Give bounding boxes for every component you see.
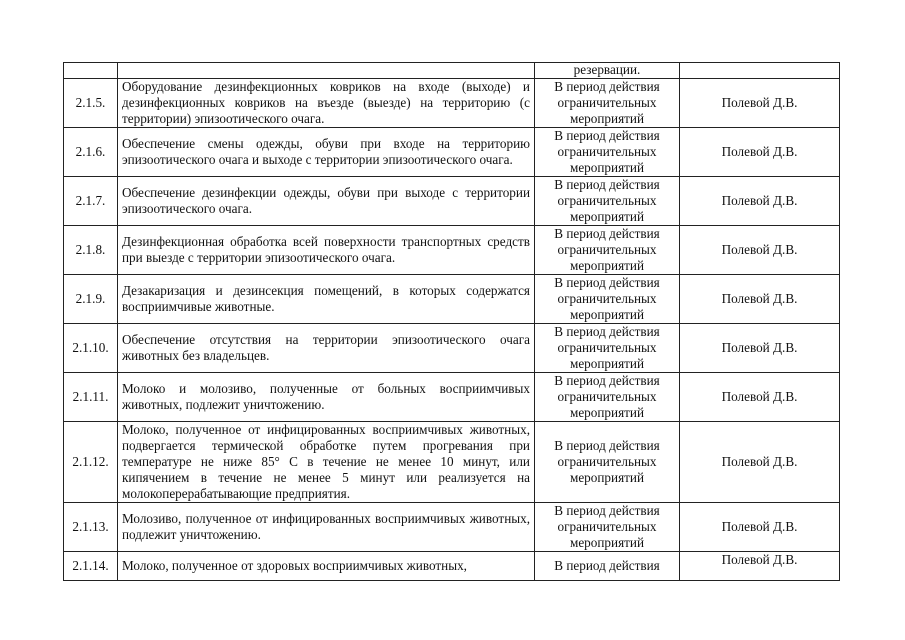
cell-period: В период действия bbox=[535, 552, 680, 581]
table-row bbox=[64, 63, 840, 79]
cell-responsible: Полевой Д.В. bbox=[680, 503, 840, 552]
cell-responsible: Полевой Д.В. bbox=[680, 177, 840, 226]
table-row bbox=[64, 422, 840, 503]
cell-responsible: Полевой Д.В. bbox=[680, 422, 840, 503]
cell-num: 2.1.10. bbox=[64, 324, 118, 373]
cell-period: В период действия ограничительных мероприятий bbox=[535, 226, 680, 275]
cell-period: В период действия ограничительных мероприятий bbox=[535, 177, 680, 226]
cell-responsible: Полевой Д.В. bbox=[680, 128, 840, 177]
cell-num: 2.1.6. bbox=[64, 128, 118, 177]
cell-responsible bbox=[680, 63, 840, 79]
cell-num: 2.1.9. bbox=[64, 275, 118, 324]
cell-task: Оборудование дезинфекционных ковриков на входе (выходе) и дезинфекционных ковриков на въезде (выезде) на территорию (с территории) эпизоотического очага. bbox=[118, 79, 535, 128]
cell-task bbox=[118, 63, 535, 79]
cell-responsible: Полевой Д.В. bbox=[680, 226, 840, 275]
cell-num: 2.1.8. bbox=[64, 226, 118, 275]
cell-num: 2.1.5. bbox=[64, 79, 118, 128]
cell-responsible: Полевой Д.В. bbox=[680, 324, 840, 373]
cell-num: 2.1.11. bbox=[64, 373, 118, 422]
cell-period: В период действия ограничительных мероприятий bbox=[535, 275, 680, 324]
cell-period: В период действия ограничительных мероприятий bbox=[535, 79, 680, 128]
cell-period: В период действия ограничительных мероприятий bbox=[535, 324, 680, 373]
cell-period: В период действия ограничительных мероприятий bbox=[535, 373, 680, 422]
cell-task: Молоко, полученное от инфицированных восприимчивых животных, подвергается термической обработке путем прогревания при температуре не ниже 85° С в течение не менее 10 минут, или кипячением в течение не менее 5 минут или реализуется на молокоперерабатывающие предприятия. bbox=[118, 422, 535, 503]
cell-period: В период действия ограничительных мероприятий bbox=[535, 503, 680, 552]
cell-task: Дезакаризация и дезинсекция помещений, в которых содержатся восприимчивые животные. bbox=[118, 275, 535, 324]
cell-task: Молоко и молозиво, полученные от больных восприимчивых животных, подлежит уничтожению. bbox=[118, 373, 535, 422]
cell-period: резервации. bbox=[535, 63, 680, 79]
cell-num: 2.1.13. bbox=[64, 503, 118, 552]
cell-task: Молоко, полученное от здоровых восприимчивых животных, bbox=[118, 552, 535, 581]
table-row bbox=[64, 373, 840, 422]
cell-responsible: Полевой Д.В. bbox=[680, 275, 840, 324]
cell-task: Обеспечение смены одежды, обуви при входе на территорию эпизоотического очага и выходе с территории эпизоотического очага. bbox=[118, 128, 535, 177]
table-row bbox=[64, 552, 840, 581]
cell-responsible: Полевой Д.В. bbox=[680, 79, 840, 128]
table-row bbox=[64, 503, 840, 552]
cell-responsible: Полевой Д.В. bbox=[680, 552, 840, 581]
cell-num bbox=[64, 63, 118, 79]
measures-table bbox=[63, 62, 840, 581]
table-row bbox=[64, 226, 840, 275]
cell-num: 2.1.7. bbox=[64, 177, 118, 226]
cell-task: Обеспечение отсутствия на территории эпизоотического очага животных без владельцев. bbox=[118, 324, 535, 373]
table-row bbox=[64, 177, 840, 226]
table-row bbox=[64, 79, 840, 128]
cell-period: В период действия ограничительных мероприятий bbox=[535, 128, 680, 177]
cell-num: 2.1.14. bbox=[64, 552, 118, 581]
table-row bbox=[64, 128, 840, 177]
cell-num: 2.1.12. bbox=[64, 422, 118, 503]
cell-task: Обеспечение дезинфекции одежды, обуви при выходе с территории эпизоотического очага. bbox=[118, 177, 535, 226]
cell-responsible: Полевой Д.В. bbox=[680, 373, 840, 422]
cell-task: Молозиво, полученное от инфицированных восприимчивых животных, подлежит уничтожению. bbox=[118, 503, 535, 552]
cell-period: В период действия ограничительных мероприятий bbox=[535, 422, 680, 503]
table-row bbox=[64, 275, 840, 324]
table-row bbox=[64, 324, 840, 373]
cell-task: Дезинфекционная обработка всей поверхности транспортных средств при выезде с территории эпизоотического очага. bbox=[118, 226, 535, 275]
